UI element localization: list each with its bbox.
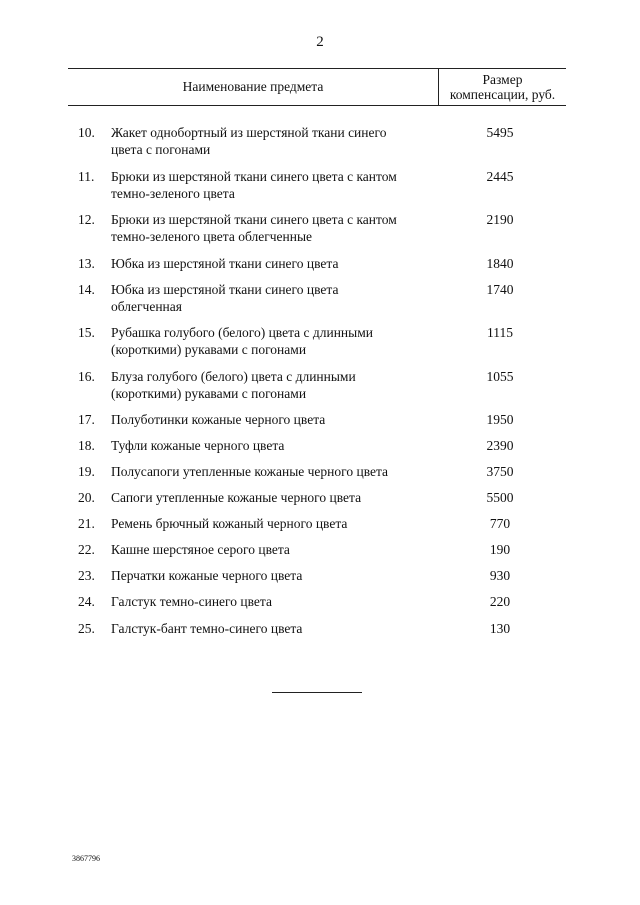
row-amount: 130: [489, 621, 511, 636]
row-item-name: Полусапоги утепленные кожаные черного цвета: [111, 464, 389, 479]
row-item-name: Ремень брючный кожаный черного цвета: [111, 516, 348, 531]
column-header-compensation-line1: Размер: [482, 72, 523, 87]
row-amount: 1115: [487, 325, 513, 340]
row-item-line1: Брюки из шерстяной ткани синего цвета с кантом: [111, 169, 397, 184]
row-amount: 1950: [486, 412, 514, 427]
row-number: 18.: [78, 438, 95, 453]
row-item-name: Перчатки кожаные черного цвета: [111, 568, 303, 583]
row-amount: 5495: [486, 125, 514, 140]
row-item-name: [111, 211, 441, 245]
row-item-line1: Юбка из шерстяной ткани синего цвета: [111, 282, 339, 297]
row-amount: 5500: [486, 490, 514, 505]
row-amount: 2445: [486, 169, 514, 184]
row-number: 11.: [78, 169, 95, 184]
row-amount: 930: [489, 568, 511, 583]
row-number: 12.: [78, 212, 95, 227]
page-number: 2: [316, 34, 324, 50]
row-item-name: [111, 281, 441, 315]
row-amount: 3750: [486, 464, 514, 479]
row-amount: 220: [489, 594, 511, 609]
row-number: 22.: [78, 542, 95, 557]
row-number: 25.: [78, 621, 95, 636]
row-number: 21.: [78, 516, 95, 531]
row-number: 10.: [78, 125, 95, 140]
row-item-name: Сапоги утепленные кожаные черного цвета: [111, 490, 362, 505]
column-header-name: Наименование предмета: [182, 79, 324, 94]
row-amount: 1055: [486, 369, 514, 384]
row-amount: 1740: [486, 282, 514, 297]
row-number: 23.: [78, 568, 95, 583]
row-item-line2: облегченная: [111, 299, 182, 314]
column-header-compensation: [439, 72, 566, 102]
row-number: 20.: [78, 490, 95, 505]
row-amount: 190: [489, 542, 511, 557]
row-item-line1: Рубашка голубого (белого) цвета с длинными: [111, 325, 373, 340]
row-number: 24.: [78, 594, 95, 609]
row-item-line2: (короткими) рукавами с погонами: [111, 342, 307, 357]
row-item-name: Галстук темно-синего цвета: [111, 594, 272, 609]
row-item-line2: (короткими) рукавами с погонами: [111, 386, 307, 401]
row-item-name: [111, 324, 441, 358]
row-amount: 770: [489, 516, 511, 531]
row-item-name: [111, 168, 441, 202]
column-header-compensation-line2: компенсации, руб.: [449, 87, 556, 102]
row-amount: 1840: [486, 256, 514, 271]
end-of-list-line: [272, 692, 362, 693]
row-number: 15.: [78, 325, 95, 340]
row-number: 13.: [78, 256, 95, 271]
row-item-line1: Жакет однобортный из шерстяной ткани синего: [111, 125, 387, 140]
row-item-name: Полуботинки кожаные черного цвета: [111, 412, 326, 427]
row-number: 14.: [78, 282, 95, 297]
row-item-name: [111, 368, 441, 402]
row-item-line1: Блуза голубого (белого) цвета с длинными: [111, 369, 356, 384]
document-code: 3867796: [72, 854, 100, 863]
row-item-name: [111, 124, 441, 158]
row-item-name: Юбка из шерстяной ткани синего цвета: [111, 256, 339, 271]
row-item-line2: темно-зеленого цвета: [111, 186, 235, 201]
row-item-name: Галстук-бант темно-синего цвета: [111, 621, 303, 636]
row-amount: 2390: [486, 438, 514, 453]
row-number: 19.: [78, 464, 95, 479]
table-header: [68, 68, 566, 106]
row-item-name: Кашне шерстяное серого цвета: [111, 542, 290, 557]
row-item-name: Туфли кожаные черного цвета: [111, 438, 285, 453]
row-item-line2: цвета с погонами: [111, 142, 211, 157]
row-number: 16.: [78, 369, 95, 384]
row-item-line2: темно-зеленого цвета облегченные: [111, 229, 313, 244]
row-amount: 2190: [486, 212, 514, 227]
row-number: 17.: [78, 412, 95, 427]
row-item-line1: Брюки из шерстяной ткани синего цвета с кантом: [111, 212, 397, 227]
